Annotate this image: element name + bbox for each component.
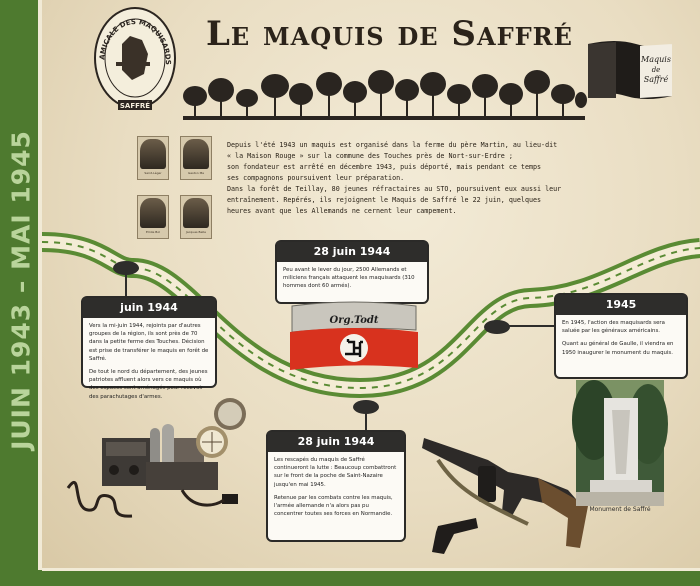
intro-line: Dans la forêt de Teillay, 80 jeunes réfractaires au STO, poursuivent eux aussi leur bbox=[227, 185, 562, 193]
seal-bottom-text: SAFFRÉ bbox=[119, 102, 151, 110]
radio-transmitter-image bbox=[62, 398, 252, 524]
callout-paragraph: Les rescapés du maquis de Saffré continueront la lutte : Beaucoup combattront sur le front de la poche de Saint-Nazaire jusqu'en mai 1945. bbox=[274, 457, 397, 488]
intro-line: heures avant que les Allemands ne cernent leur campement. bbox=[227, 207, 457, 215]
portrait-caption: Gaston Ma bbox=[187, 171, 205, 175]
callout-paragraph: Retenue par les combats contre les maquis, l'armée allemande n'a alors pas pu concentrer toutes ses forces en Normandie. bbox=[274, 494, 393, 518]
callout-title: 28 juin 1944 bbox=[268, 432, 404, 452]
portrait-caption: Jacques Belle bbox=[186, 230, 206, 234]
callout-28-juin-1944-attack bbox=[275, 240, 429, 304]
intro-line: entraînement. Repérés, ils rejoignent le Maquis de Saffré le 22 juin, quelques bbox=[227, 196, 542, 204]
org-todt-armband bbox=[288, 296, 420, 374]
callout-title: juin 1944 bbox=[83, 298, 215, 318]
callout-paragraph: Peu avant le lever du jour, 2500 Allemands et miliciens français attaquent les maquisards (310 hommes dont 60 armés). bbox=[283, 267, 415, 290]
seal-top-text: AMICALE DES MAQUISARDS bbox=[98, 17, 173, 66]
date-range-vertical-title: JUIN 1943 – MAI 1945 bbox=[6, 130, 36, 450]
callout-title: 28 juin 1944 bbox=[277, 242, 427, 262]
intro-line: son fondateur est arrêté en décembre 1943, puis déporté, mais pendant ce temps bbox=[227, 163, 542, 171]
portrait-caption: Saint-Léger bbox=[144, 171, 162, 175]
flag-line1: Maquis bbox=[641, 55, 671, 64]
bottom-band bbox=[0, 570, 700, 586]
callout-paragraph: De tout le nord du département, des jeunes patriotes affluent alors vers ce maquis où des espaces sont aménagés pour recevoir des parachutages d'armes. bbox=[89, 369, 208, 400]
marker-stem bbox=[125, 272, 127, 296]
callout-28-juin-1944-aftermath bbox=[266, 430, 406, 542]
callout-juin-1944 bbox=[81, 296, 217, 400]
marker-stem bbox=[365, 410, 367, 432]
portrait-photo bbox=[137, 136, 169, 180]
portrait-photo bbox=[180, 136, 212, 180]
forest-silhouette bbox=[183, 68, 585, 120]
portrait-caption: Emile Bol bbox=[145, 230, 160, 234]
flag-line2: de bbox=[651, 66, 661, 74]
monument-caption: Monument de Saffré bbox=[589, 506, 651, 513]
armband-text: Org.Todt bbox=[329, 315, 379, 326]
monument-photo bbox=[576, 380, 664, 506]
page-title: Le maquis de Saffré bbox=[206, 14, 573, 54]
amicale-seal-logo bbox=[92, 4, 178, 120]
callout-paragraph: En 1945, l'action des maquisards sera saluée par les généraux américains. bbox=[562, 320, 665, 335]
intro-line: Depuis l'été 1943 un maquis est organisé dans la ferme du père Martin, au lieu-dit bbox=[227, 141, 558, 149]
callout-paragraph: Quant au général de Gaulle, il viendra en 1950 inaugurer le monument du maquis. bbox=[562, 341, 674, 356]
marker-stem bbox=[498, 325, 554, 327]
maquis-flag bbox=[586, 38, 674, 104]
callout-paragraph: Vers la mi-juin 1944, rejoints par d'autres groupes de la région, ils sont près de 70 dans la petite ferme des Touches. Décision est prise de transférer le maquis en forêt de Saffré. bbox=[89, 323, 209, 362]
intro-text bbox=[227, 140, 653, 217]
callout-1945 bbox=[554, 293, 688, 379]
intro-line: ses compagnons poursuivent leur préparation. bbox=[227, 174, 405, 182]
timeline-marker bbox=[484, 320, 510, 334]
flag-line3: Saffré bbox=[643, 75, 669, 84]
bottom-stripe bbox=[42, 568, 700, 571]
intro-line: « la Maison Rouge » sur la commune des Touches près de Nort-sur-Erdre ; bbox=[227, 152, 513, 160]
callout-title: 1945 bbox=[556, 295, 686, 315]
weapons-image bbox=[418, 420, 590, 558]
